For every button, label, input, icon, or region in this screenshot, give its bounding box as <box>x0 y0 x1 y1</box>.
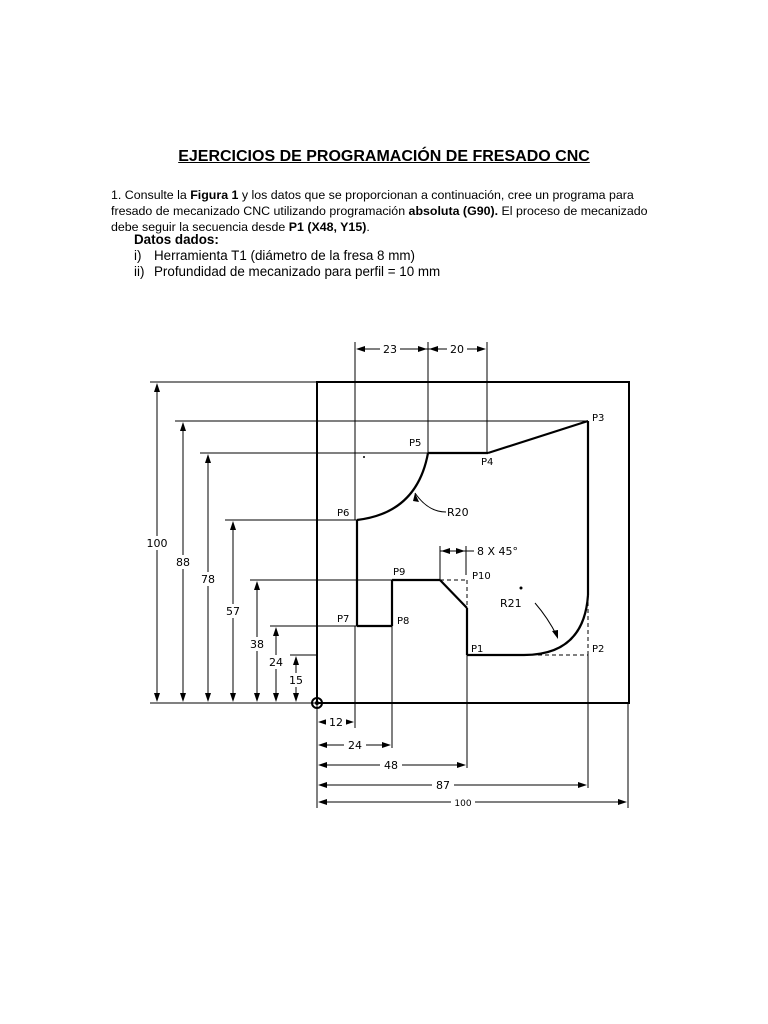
page-title: EJERCICIOS DE PROGRAMACIÓN DE FRESADO CNC <box>178 148 590 165</box>
para-text-4: . <box>366 220 370 234</box>
point-label-p4: P4 <box>481 457 494 468</box>
dim-100-horizontal: 100 <box>454 799 472 809</box>
r21-arrow <box>552 630 558 639</box>
point-label-p9: P9 <box>393 567 406 578</box>
dim-24-vertical: 24 <box>269 656 283 669</box>
point-label-p7: P7 <box>337 614 350 625</box>
dim-15: 15 <box>289 674 303 687</box>
dim-100-vertical: 100 <box>146 537 168 550</box>
point-label-p5: P5 <box>409 438 422 449</box>
point-label-p6: P6 <box>337 508 350 519</box>
dim-38: 38 <box>250 638 264 651</box>
point-label-p2: P2 <box>592 644 605 655</box>
r20-center-dot <box>363 456 365 458</box>
bottom-dimension-arrows <box>318 719 627 805</box>
para-bold-absoluta: absoluta (G90). <box>408 204 499 218</box>
dim-48: 48 <box>384 759 398 772</box>
dim-87: 87 <box>436 779 450 792</box>
left-dimension-lines <box>157 385 296 700</box>
list-item-number: i) <box>134 248 142 263</box>
list-item-number: ii) <box>134 264 145 279</box>
r21-center-dot <box>520 587 523 590</box>
dim-23: 23 <box>383 343 397 356</box>
para-bold-p1: P1 (X48, Y15) <box>288 220 367 234</box>
dim-78: 78 <box>201 573 215 586</box>
dim-57: 57 <box>226 605 240 618</box>
point-label-p10: P10 <box>472 571 491 582</box>
para-text-1: 1. Consulte la <box>111 188 191 202</box>
point-label-p8: P8 <box>397 616 410 627</box>
point-label-p3: P3 <box>592 413 605 424</box>
part-profile <box>357 421 588 655</box>
r20-leader <box>415 493 446 512</box>
left-dimension-arrows <box>154 383 299 702</box>
dim-12: 12 <box>329 716 343 729</box>
para-bold-figura: Figura 1 <box>190 188 239 202</box>
r21-label: R21 <box>500 597 522 610</box>
para-text-3: El proceso de mecanizado debe seguir la secuencia desde <box>111 204 648 234</box>
dim-24-horizontal: 24 <box>348 739 362 752</box>
para-text-2: y los datos que se proporcionan a continuación, cree un programa para fresado de mecanizado CNC utilizando programación <box>111 188 634 218</box>
list-item-text: Profundidad de mecanizado para perfil = 10 mm <box>154 264 441 279</box>
r20-label: R20 <box>447 506 469 519</box>
point-label-p1: P1 <box>471 644 484 655</box>
chamfer-label: 8 X 45° <box>477 545 519 558</box>
dim-88: 88 <box>176 556 190 569</box>
datos-heading: Datos dados: <box>134 232 219 247</box>
dim-20: 20 <box>450 343 464 356</box>
top-dimension-lines <box>355 342 487 520</box>
list-item-text: Herramienta T1 (diámetro de la fresa 8 mm) <box>154 248 415 263</box>
